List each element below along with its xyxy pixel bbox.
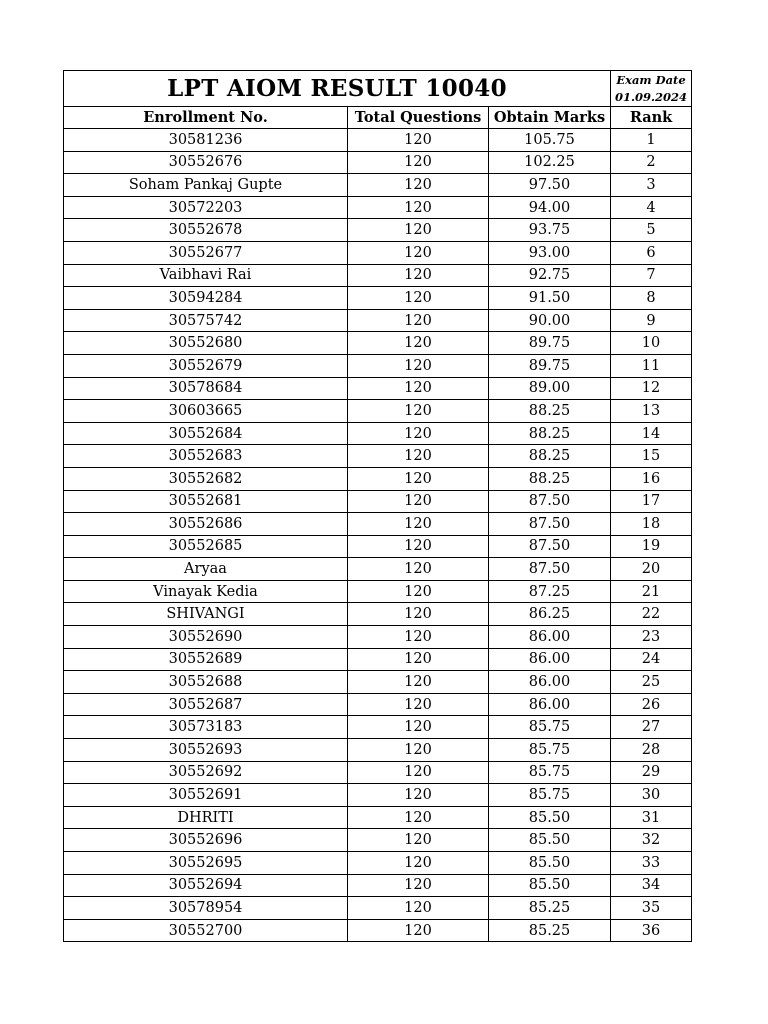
obtain-marks-cell: 89.75: [489, 354, 611, 377]
table-row: [64, 490, 692, 513]
total-questions-cell: 120: [348, 693, 489, 716]
enrollment-cell: 30552690: [64, 626, 348, 649]
rank-cell: 19: [611, 535, 692, 558]
table-row: [64, 829, 692, 852]
enrollment-cell: 30552694: [64, 874, 348, 897]
enrollment-cell: 30552678: [64, 219, 348, 242]
obtain-marks-cell: 87.50: [489, 513, 611, 536]
total-questions-cell: 120: [348, 219, 489, 242]
enrollment-cell: 30572203: [64, 196, 348, 219]
table-row: [64, 580, 692, 603]
enrollment-cell: 30552685: [64, 535, 348, 558]
obtain-marks-cell: 85.25: [489, 897, 611, 920]
rank-cell: 27: [611, 716, 692, 739]
enrollment-cell: 30552696: [64, 829, 348, 852]
rank-cell: 25: [611, 671, 692, 694]
total-questions-cell: 120: [348, 806, 489, 829]
obtain-marks-cell: 89.75: [489, 332, 611, 355]
table-row: [64, 309, 692, 332]
obtain-marks-cell: 86.00: [489, 626, 611, 649]
table-row: [64, 852, 692, 875]
obtain-marks-cell: 88.25: [489, 400, 611, 423]
enrollment-cell: 30552682: [64, 467, 348, 490]
obtain-marks-cell: 87.50: [489, 535, 611, 558]
obtain-marks-cell: 85.75: [489, 739, 611, 762]
obtain-marks-cell: 85.50: [489, 874, 611, 897]
enrollment-cell: 30552681: [64, 490, 348, 513]
obtain-marks-cell: 97.50: [489, 174, 611, 197]
rank-cell: 26: [611, 693, 692, 716]
total-questions-cell: 120: [348, 671, 489, 694]
total-questions-cell: 120: [348, 919, 489, 942]
total-questions-cell: 120: [348, 377, 489, 400]
rank-cell: 23: [611, 626, 692, 649]
obtain-marks-cell: 85.25: [489, 919, 611, 942]
exam-date-label: Exam Date: [616, 72, 686, 87]
obtain-marks-cell: 85.75: [489, 761, 611, 784]
total-questions-cell: 120: [348, 354, 489, 377]
obtain-marks-cell: 88.25: [489, 467, 611, 490]
obtain-marks-cell: 91.50: [489, 287, 611, 310]
enrollment-cell: 30552695: [64, 852, 348, 875]
table-header-row: [64, 107, 692, 129]
enrollment-cell: 30594284: [64, 287, 348, 310]
total-questions-cell: 120: [348, 445, 489, 468]
table-row: [64, 716, 692, 739]
column-header-obtain-marks: Obtain Marks: [489, 107, 611, 129]
enrollment-cell: SHIVANGI: [64, 603, 348, 626]
enrollment-cell: 30552680: [64, 332, 348, 355]
enrollment-cell: 30552688: [64, 671, 348, 694]
rank-cell: 36: [611, 919, 692, 942]
table-row: [64, 535, 692, 558]
table-row: [64, 400, 692, 423]
obtain-marks-cell: 105.75: [489, 129, 611, 152]
table-row: [64, 919, 692, 942]
table-row: [64, 467, 692, 490]
total-questions-cell: 120: [348, 174, 489, 197]
rank-cell: 8: [611, 287, 692, 310]
enrollment-cell: 30552691: [64, 784, 348, 807]
total-questions-cell: 120: [348, 264, 489, 287]
obtain-marks-cell: 85.75: [489, 716, 611, 739]
rank-cell: 34: [611, 874, 692, 897]
rank-cell: 11: [611, 354, 692, 377]
obtain-marks-cell: 102.25: [489, 151, 611, 174]
rank-cell: 1: [611, 129, 692, 152]
total-questions-cell: 120: [348, 716, 489, 739]
enrollment-cell: 30603665: [64, 400, 348, 423]
obtain-marks-cell: 86.25: [489, 603, 611, 626]
enrollment-cell: 30573183: [64, 716, 348, 739]
table-row: [64, 354, 692, 377]
enrollment-cell: 30552687: [64, 693, 348, 716]
obtain-marks-cell: 90.00: [489, 309, 611, 332]
page-title: LPT AIOM RESULT 10040: [64, 71, 611, 107]
obtain-marks-cell: 86.00: [489, 693, 611, 716]
total-questions-cell: 120: [348, 422, 489, 445]
table-row: [64, 626, 692, 649]
rank-cell: 12: [611, 377, 692, 400]
rank-cell: 17: [611, 490, 692, 513]
obtain-marks-cell: 85.50: [489, 852, 611, 875]
table-row: [64, 287, 692, 310]
total-questions-cell: 120: [348, 467, 489, 490]
table-row: [64, 558, 692, 581]
obtain-marks-cell: 87.25: [489, 580, 611, 603]
table-row: [64, 513, 692, 536]
enrollment-cell: 30578684: [64, 377, 348, 400]
total-questions-cell: 120: [348, 332, 489, 355]
table-row: [64, 784, 692, 807]
total-questions-cell: 120: [348, 603, 489, 626]
result-table: [63, 70, 692, 942]
enrollment-cell: Vaibhavi Rai: [64, 264, 348, 287]
total-questions-cell: 120: [348, 852, 489, 875]
rank-cell: 33: [611, 852, 692, 875]
table-row: [64, 806, 692, 829]
total-questions-cell: 120: [348, 241, 489, 264]
total-questions-cell: 120: [348, 829, 489, 852]
table-row: [64, 445, 692, 468]
rank-cell: 30: [611, 784, 692, 807]
total-questions-cell: 120: [348, 784, 489, 807]
enrollment-cell: 30581236: [64, 129, 348, 152]
rank-cell: 32: [611, 829, 692, 852]
table-row: [64, 897, 692, 920]
total-questions-cell: 120: [348, 648, 489, 671]
rank-cell: 4: [611, 196, 692, 219]
obtain-marks-cell: 87.50: [489, 558, 611, 581]
total-questions-cell: 120: [348, 151, 489, 174]
obtain-marks-cell: 85.75: [489, 784, 611, 807]
table-row: [64, 219, 692, 242]
rank-cell: 10: [611, 332, 692, 355]
obtain-marks-cell: 88.25: [489, 445, 611, 468]
rank-cell: 18: [611, 513, 692, 536]
total-questions-cell: 120: [348, 196, 489, 219]
enrollment-cell: 30552677: [64, 241, 348, 264]
column-header-enrollment: Enrollment No.: [64, 107, 348, 129]
rank-cell: 3: [611, 174, 692, 197]
enrollment-cell: Soham Pankaj Gupte: [64, 174, 348, 197]
enrollment-cell: 30552679: [64, 354, 348, 377]
total-questions-cell: 120: [348, 309, 489, 332]
rank-cell: 7: [611, 264, 692, 287]
total-questions-cell: 120: [348, 287, 489, 310]
table-row: [64, 693, 692, 716]
enrollment-cell: 30552700: [64, 919, 348, 942]
total-questions-cell: 120: [348, 535, 489, 558]
rank-cell: 24: [611, 648, 692, 671]
table-row: [64, 874, 692, 897]
column-header-rank: Rank: [611, 107, 692, 129]
total-questions-cell: 120: [348, 558, 489, 581]
table-row: [64, 332, 692, 355]
table-row: [64, 151, 692, 174]
total-questions-cell: 120: [348, 580, 489, 603]
rank-cell: 5: [611, 219, 692, 242]
obtain-marks-cell: 89.00: [489, 377, 611, 400]
rank-cell: 22: [611, 603, 692, 626]
enrollment-cell: 30552676: [64, 151, 348, 174]
table-row: [64, 761, 692, 784]
enrollment-cell: 30578954: [64, 897, 348, 920]
exam-date-cell: [611, 71, 692, 107]
enrollment-cell: 30552689: [64, 648, 348, 671]
table-row: [64, 377, 692, 400]
table-row: [64, 739, 692, 762]
table-row: [64, 648, 692, 671]
obtain-marks-cell: 87.50: [489, 490, 611, 513]
obtain-marks-cell: 94.00: [489, 196, 611, 219]
rank-cell: 31: [611, 806, 692, 829]
rank-cell: 29: [611, 761, 692, 784]
total-questions-cell: 120: [348, 490, 489, 513]
rank-cell: 14: [611, 422, 692, 445]
obtain-marks-cell: 92.75: [489, 264, 611, 287]
rank-cell: 20: [611, 558, 692, 581]
rank-cell: 35: [611, 897, 692, 920]
total-questions-cell: 120: [348, 129, 489, 152]
rank-cell: 6: [611, 241, 692, 264]
table-row: [64, 129, 692, 152]
obtain-marks-cell: 93.00: [489, 241, 611, 264]
obtain-marks-cell: 88.25: [489, 422, 611, 445]
column-header-total-questions: Total Questions: [348, 107, 489, 129]
enrollment-cell: 30575742: [64, 309, 348, 332]
obtain-marks-cell: 85.50: [489, 829, 611, 852]
table-row: [64, 264, 692, 287]
table-row: [64, 603, 692, 626]
table-row: [64, 422, 692, 445]
obtain-marks-cell: 85.50: [489, 806, 611, 829]
rank-cell: 16: [611, 467, 692, 490]
obtain-marks-cell: 93.75: [489, 219, 611, 242]
total-questions-cell: 120: [348, 400, 489, 423]
enrollment-cell: 30552684: [64, 422, 348, 445]
enrollment-cell: 30552692: [64, 761, 348, 784]
enrollment-cell: DHRITI: [64, 806, 348, 829]
rank-cell: 28: [611, 739, 692, 762]
total-questions-cell: 120: [348, 513, 489, 536]
exam-date: 01.09.2024: [615, 89, 688, 104]
enrollment-cell: 30552686: [64, 513, 348, 536]
enrollment-cell: Vinayak Kedia: [64, 580, 348, 603]
total-questions-cell: 120: [348, 761, 489, 784]
enrollment-cell: 30552693: [64, 739, 348, 762]
rank-cell: 2: [611, 151, 692, 174]
table-row: [64, 174, 692, 197]
table-row: [64, 196, 692, 219]
enrollment-cell: 30552683: [64, 445, 348, 468]
table-row: [64, 671, 692, 694]
obtain-marks-cell: 86.00: [489, 648, 611, 671]
enrollment-cell: Aryaa: [64, 558, 348, 581]
total-questions-cell: 120: [348, 897, 489, 920]
rank-cell: 21: [611, 580, 692, 603]
rank-cell: 9: [611, 309, 692, 332]
rank-cell: 15: [611, 445, 692, 468]
total-questions-cell: 120: [348, 874, 489, 897]
total-questions-cell: 120: [348, 739, 489, 762]
obtain-marks-cell: 86.00: [489, 671, 611, 694]
result-sheet: [63, 70, 691, 942]
rank-cell: 13: [611, 400, 692, 423]
result-table-body: [64, 129, 692, 942]
total-questions-cell: 120: [348, 626, 489, 649]
table-row: [64, 241, 692, 264]
